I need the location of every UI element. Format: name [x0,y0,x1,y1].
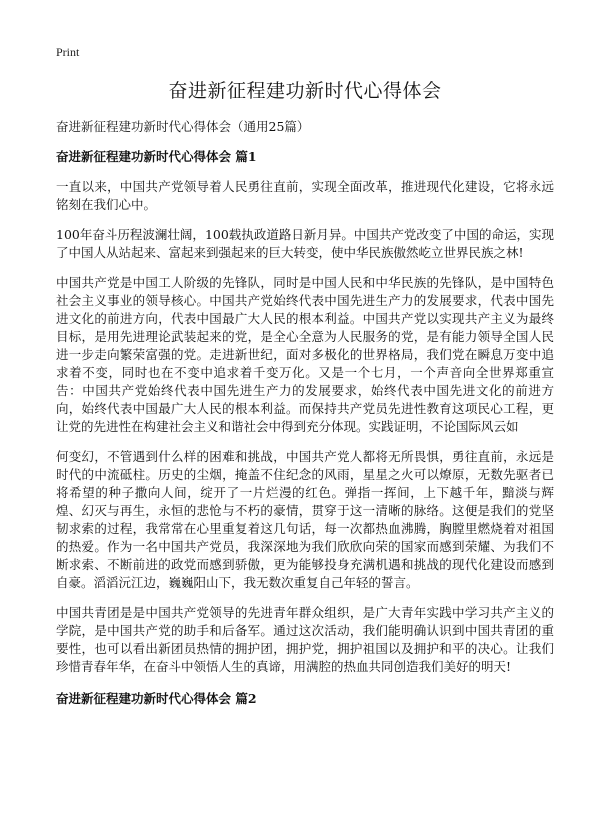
paragraph-4: 何变幻，不管遇到什么样的困难和挑战，中国共产党人都将无所畏惧，勇往直前，永远是时代的中流砥柱。历史的尘烟，掩盖不住纪念的风雨，星星之火可以燎原，无数先驱者已将希望的种子撒向人间，绽开了一片烂漫的红色。弹指一挥间，上下越千年，黯淡与辉煌、幻灭与再生，永恒的悲怆与不朽的豪情，贯穿于这一清晰的脉络。这便是我们的党坚韧求索的过程，我常常在心里重复着这几句话，每一次都热血沸腾，胸膛里燃烧着对祖国的热爱。作为一名中国共产党员，我深深地为我们欣欣向荣的国家而感到荣耀、为我们不断求索、不断前进的政党而感到骄傲，更为能够投身充满机遇和挑战的现代化建设而感到自豪。滔滔沅江边，巍巍阳山下，我无数次重复自己年轻的誓言。 [56,449,554,590]
page-title: 奋进新征程建功新时代心得体会 [168,80,442,102]
document-subtitle: 奋进新征程建功新时代心得体会（通用25篇） [56,119,310,134]
paragraph-2: 100年奋斗历程波澜壮阔，100载执政道路日新月异。中国共产党改变了中国的命运，实现了中国人从站起来、富起来到强起来的巨大转变，使中华民族傲然屹立世界民族之林! [56,227,554,260]
section-heading-2: 奋进新征程建功新时代心得体会 篇2 [56,691,257,706]
section-heading-1: 奋进新征程建功新时代心得体会 篇1 [56,149,257,164]
paragraph-3: 中国共产党是中国工人阶级的先锋队，同时是中国人民和中华民族的先锋队，是中国特色社会主义事业的领导核心。中国共产党始终代表中国先进生产力的发展要求，代表中国先进文化的前进方向，代表中国最广大人民的根本利益。中国共产党以实现共产主义为最终目标，是用先进理论武装起来的党，是全心全意为人民服务的党，是有能力领导全国人民进一步走向繁荣富强的党。走进新世纪，面对多极化的世界格局，我们党在瞬息万变中追求着不变，同时也在不变中追求着千变万化。又是一个七月，一个声音向全世界郑重宣告：中国共产党始终代表中国先进生产力的发展要求，始终代表中国先进文化的前进方向，始终代表中国最广大人民的根本利益。而保持共产党员先进性教育这项民心工程，更让党的先进性在构建社会主义和谐社会中得到充分体现。实践证明，不论国际风云如 [56,275,554,434]
print-label: Print [56,45,80,59]
paragraph-1: 一直以来，中国共产党领导着人民勇往直前，实现全面改革，推进现代化建设，它将永远铭刻在我们心中。 [56,179,554,212]
paragraph-5: 中国共青团是是中国共产党领导的先进青年群众组织，是广大青年实践中学习共产主义的学院，是中国共产党的助手和后备军。通过这次活动，我们能明确认识到中国共青团的重要性，也可以看出新团员热情的拥护团，拥护党，拥护祖国以及拥护和平的决心。让我们珍惜青春年华，在奋斗中领悟人生的真谛，用满腔的热血共同创造我们美好的明天! [56,605,554,674]
